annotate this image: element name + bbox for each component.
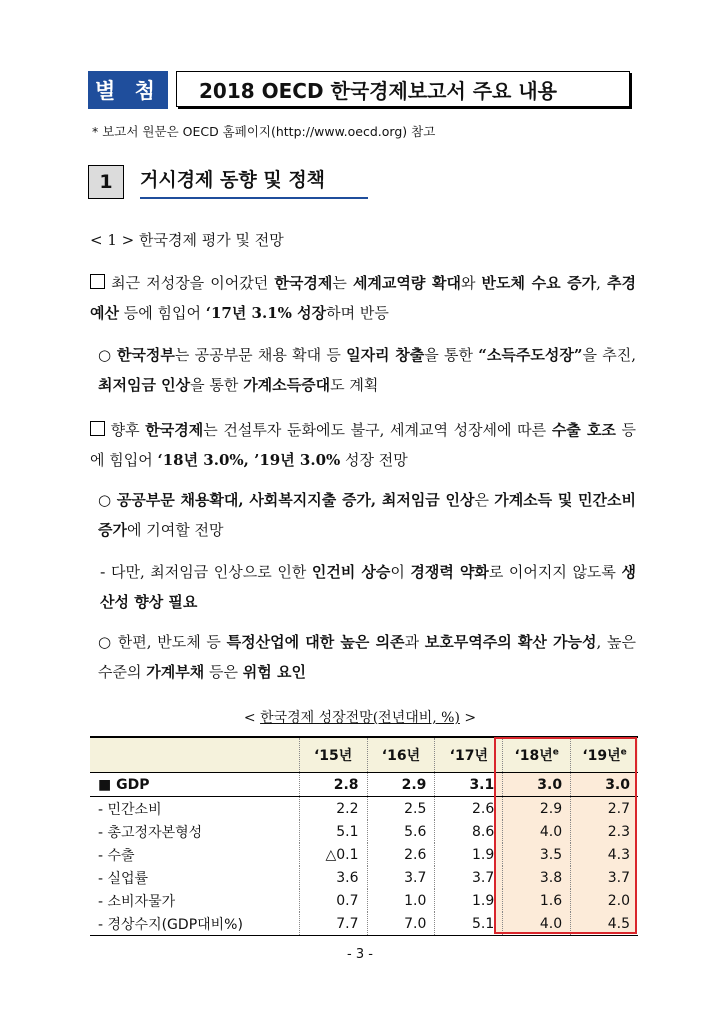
table-cell: 3.8 [503, 866, 571, 889]
table-cell: 2.6 [435, 797, 503, 821]
bullet-marker: - [100, 563, 106, 581]
body-text: 을 통한 [190, 376, 244, 394]
table-cell: 2.6 [367, 843, 435, 866]
body-text: 는 건설투자 둔화에도 불구, 세계교역 성장세에 따른 [203, 421, 552, 439]
table-cell: 1.0 [367, 889, 435, 912]
table-cell: 5.6 [367, 820, 435, 843]
table-cell: 3.6 [299, 866, 367, 889]
table-cell: 2.2 [299, 797, 367, 821]
emphasis-text: 가계부채 [146, 663, 205, 681]
row-label: - 실업률 [98, 870, 149, 887]
table-row [90, 773, 638, 797]
table-cell: 7.7 [299, 912, 367, 936]
emphasis-text: 경쟁력 약화 [410, 563, 489, 581]
table-cell: 3.7 [367, 866, 435, 889]
body-text: 향후 [110, 421, 146, 439]
source-note: * 보고서 원문은 OECD 홈페이지(http://www.oecd.org) 참고 [92, 124, 436, 139]
table-cell: 2.3 [571, 820, 638, 843]
table-cell: 4.5 [571, 912, 638, 936]
row-label: ■ GDP [90, 773, 299, 797]
column-header: ‘15년 [299, 737, 367, 773]
column-header: ‘16년 [367, 737, 435, 773]
body-text: 을 추진, [582, 346, 636, 364]
body-text: 다만, 최저임금 인상으로 인한 [110, 563, 312, 581]
emphasis-text: “소득주도성장” [478, 346, 583, 364]
emphasis-text: 특정산업에 대한 높은 의존 [226, 633, 405, 651]
body-text: 등에 힘입어 [118, 304, 206, 322]
bullet-marker [90, 274, 105, 292]
sub-heading: < 1 > 한국경제 평가 및 전망 [90, 231, 284, 249]
emphasis-text: 공공부문 채용확대, 사회복지지출 증가, 최저임금 인상 [116, 491, 475, 509]
table-cell: 2.8 [299, 773, 367, 797]
table-cell: 3.0 [503, 773, 571, 797]
header-blank [90, 737, 299, 773]
table-cell: 2.5 [367, 797, 435, 821]
table-cell: 0.7 [299, 889, 367, 912]
row-label: - 소비자물가 [98, 893, 176, 910]
row-label: - 수출 [98, 847, 135, 864]
table-cell: △0.1 [299, 843, 367, 866]
body-text: 등에 힘입어 [90, 421, 637, 469]
table-cell: 4.0 [503, 912, 571, 936]
table-row [90, 912, 638, 936]
emphasis-text: 반도체 수요 증가 [481, 274, 597, 292]
emphasis-text: 인건비 상승 [311, 563, 391, 581]
body-text: 하며 반등 [326, 304, 389, 322]
paragraph [90, 415, 636, 475]
table-row [90, 843, 638, 866]
table-caption: < 한국경제 성장전망(전년대비, %) > [243, 710, 477, 726]
paragraph [90, 268, 636, 328]
table-row [90, 797, 638, 821]
row-label: - 민간소비 [98, 801, 162, 818]
table-cell: 2.7 [571, 797, 638, 821]
column-header: ‘17년 [435, 737, 503, 773]
table-cell: 3.5 [503, 843, 571, 866]
table-cell: 1.9 [435, 889, 503, 912]
emphasis-text: 추경예산 [90, 274, 636, 322]
table-row [90, 889, 638, 912]
paragraph [98, 340, 636, 400]
table-cell: 1.9 [435, 843, 503, 866]
bullet-marker: ○ [98, 346, 112, 364]
section-title: 거시경제 동향 및 정책 [140, 167, 368, 199]
body-text: 도 계획 [330, 376, 379, 394]
column-header: ‘19년$^e$ [571, 737, 638, 773]
bullet-marker: ○ [98, 491, 112, 509]
paragraph [98, 627, 636, 687]
table-cell: 2.9 [503, 797, 571, 821]
body-text: 로 이어지지 않도록 [488, 563, 622, 581]
table-cell: 3.0 [571, 773, 638, 797]
table-cell: 5.1 [299, 820, 367, 843]
emphasis-text: 한국경제 [274, 274, 333, 292]
emphasis-text: 한국정부 [116, 346, 175, 364]
bullet-marker [90, 421, 105, 439]
table-cell: 4.0 [503, 820, 571, 843]
table-cell: 1.6 [503, 889, 571, 912]
body-text: 이 [390, 563, 411, 581]
table-cell: 3.7 [435, 866, 503, 889]
body-text: 등은 [204, 663, 243, 681]
appendix-badge: 별 첨 [88, 71, 168, 109]
emphasis-text: 생산성 향상 필요 [100, 563, 636, 611]
emphasis-text: 세계교역량 확대 [352, 274, 461, 292]
page-number: - 3 - [347, 947, 373, 962]
body-text: 을 통한 [424, 346, 479, 364]
paragraph [98, 485, 636, 545]
growth-forecast-table [90, 736, 638, 936]
body-text: 은 [474, 491, 495, 509]
row-label: - 경상수지(GDP대비%) [90, 912, 299, 936]
body-text: , 높은 수준의 [98, 633, 636, 681]
table-row [90, 820, 638, 843]
emphasis-text: ‘18년 3.0%, ’19년 3.0% [157, 451, 341, 469]
emphasis-text: 최저임금 인상 [98, 376, 191, 394]
body-text: 과 [404, 633, 425, 651]
emphasis-text: 수출 호조 [551, 421, 616, 439]
bullet-marker: ○ [98, 633, 113, 651]
table-header-row [90, 737, 638, 773]
body-text: 최근 저성장을 이어갔던 [111, 274, 275, 292]
table-cell: 3.7 [571, 866, 638, 889]
table-cell: 3.1 [435, 773, 503, 797]
column-header: ‘18년$^e$ [503, 737, 571, 773]
emphasis-text: 가계소득 및 민간소비 증가 [98, 491, 636, 539]
body-text: 는 공공부문 채용 확대 등 [174, 346, 347, 364]
paragraph [100, 557, 636, 617]
emphasis-text: 한국경제 [145, 421, 204, 439]
emphasis-text: 가계소득증대 [243, 376, 331, 394]
emphasis-text: 위험 요인 [242, 663, 306, 681]
emphasis-text: 보호무역주의 확산 가능성 [424, 633, 597, 651]
table-cell: 4.3 [571, 843, 638, 866]
table-cell: 2.9 [367, 773, 435, 797]
body-text: , [596, 274, 607, 292]
emphasis-text: 일자리 창출 [346, 346, 425, 364]
body-text: 한편, 반도체 등 [117, 633, 227, 651]
body-text: 에 기여할 전망 [126, 521, 224, 539]
table-cell: 7.0 [367, 912, 435, 936]
body-text: 와 [460, 274, 482, 292]
body-text: 는 [332, 274, 353, 292]
table-cell: 2.0 [571, 889, 638, 912]
document-title: 2018 OECD 한국경제보고서 주요 내용 [176, 71, 630, 107]
body-text: 성장 전망 [340, 451, 408, 469]
emphasis-text: ‘17년 3.1% 성장 [205, 304, 327, 322]
row-label: - 총고정자본형성 [98, 824, 203, 841]
table-cell: 8.6 [435, 820, 503, 843]
table-cell: 5.1 [435, 912, 503, 936]
section-number: 1 [88, 165, 124, 199]
table-caption-text: 한국경제 성장전망(전년대비, %) [260, 710, 460, 726]
table-row [90, 866, 638, 889]
